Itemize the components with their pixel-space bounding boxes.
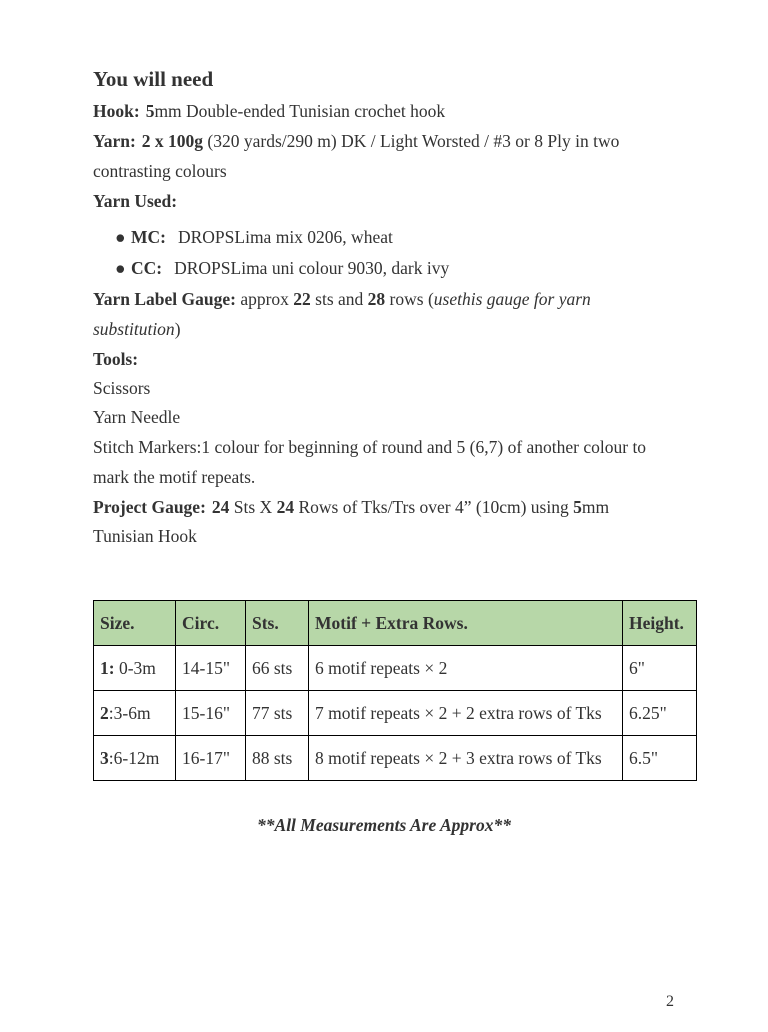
bullet-icon: ● [115, 227, 126, 247]
label-gauge-sts: 22 [293, 289, 311, 309]
tools-item: Yarn Needle [93, 407, 181, 427]
table-row [94, 736, 697, 781]
size-cell [94, 646, 176, 691]
page-number: 2 [666, 993, 674, 1010]
project-gauge-hook: 5 [573, 497, 582, 517]
label-gauge-note-1: usethis gauge for yarn [433, 289, 591, 309]
height-cell: 6.25" [623, 691, 697, 736]
label-gauge-rows: 28 [367, 289, 386, 309]
size-table [93, 600, 697, 781]
list-item [93, 253, 703, 284]
table-row [94, 646, 697, 691]
measurements-note: **All Measurements Are Approx** [257, 815, 511, 835]
hook-label: Hook: [93, 101, 140, 121]
table-row [94, 691, 697, 736]
label-gauge-close: ) [174, 319, 181, 339]
cc-text: DROPSLima uni colour 9030, dark ivy [174, 258, 450, 278]
tools-item: mark the motif repeats. [93, 467, 256, 487]
motif-cell: 6 motif repeats × 2 [309, 646, 623, 691]
size-number: 1: [100, 657, 115, 678]
yarn-text-1: (320 yards/290 m) DK / Light Worsted / #3 or 8 Ply in two [203, 131, 620, 151]
label-gauge-mid: sts and [310, 289, 368, 309]
tools-heading [93, 344, 703, 374]
size-cell [94, 691, 176, 736]
circ-cell: 15-16" [176, 691, 246, 736]
motif-cell: 7 motif repeats × 2 + 2 extra rows of Tks [309, 691, 623, 736]
yarn-label: Yarn: [93, 131, 136, 151]
size-age: 0-3m [114, 657, 156, 678]
yarn-used-heading [93, 186, 703, 216]
sts-cell: 77 sts [246, 691, 309, 736]
yarn-used-label: Yarn Used: [93, 191, 178, 211]
project-gauge-text-3: mm [581, 497, 610, 517]
yarn-amount: 2 x 100g [141, 131, 204, 151]
materials-section [93, 66, 703, 550]
label-gauge-post: rows ( [385, 289, 434, 309]
label-gauge-label: Yarn Label Gauge: [93, 289, 236, 309]
sts-cell: 88 sts [246, 736, 309, 781]
project-gauge-text-1: Sts X [229, 497, 277, 517]
column-header: Circ. [176, 601, 246, 646]
yarn-line-2 [93, 156, 703, 186]
motif-cell: 8 motif repeats × 2 + 3 extra rows of Tks [309, 736, 623, 781]
project-gauge-line [93, 492, 703, 522]
tools-item: Stitch Markers:1 colour for beginning of round and 5 (6,7) of another colour to [93, 437, 647, 457]
column-header: Motif + Extra Rows. [309, 601, 623, 646]
label-gauge-pre: approx [235, 289, 294, 309]
project-gauge-rows: 24 [276, 497, 295, 517]
column-header: Height. [623, 601, 697, 646]
size-age: :6-12m [108, 747, 160, 768]
project-gauge-sts: 24 [211, 497, 230, 517]
hook-text: mm Double-ended Tunisian crochet hook [154, 101, 446, 121]
circ-cell: 16-17" [176, 736, 246, 781]
bullet-icon: ● [115, 258, 126, 278]
circ-cell: 14-15" [176, 646, 246, 691]
hook-line [93, 96, 703, 126]
tools-label: Tools: [93, 349, 139, 369]
size-age: :3-6m [108, 702, 151, 723]
yarn-text-2: contrasting colours [93, 161, 227, 181]
size-number: 3 [100, 747, 109, 768]
tools-item: Scissors [93, 378, 151, 398]
project-gauge-text-2: Rows of Tks/Trs over 4” (10cm) using [294, 497, 574, 517]
mc-label: MC: [131, 227, 166, 247]
yarn-line [93, 126, 703, 156]
column-header: Size. [94, 601, 176, 646]
height-cell: 6" [623, 646, 697, 691]
label-gauge-line [93, 284, 703, 314]
section-heading: You will need [93, 67, 214, 91]
hook-size: 5 [145, 101, 155, 121]
project-gauge-label: Project Gauge: [93, 497, 206, 517]
cc-label: CC: [131, 258, 163, 278]
height-cell: 6.5" [623, 736, 697, 781]
table-header-row [94, 601, 697, 646]
column-header: Sts. [246, 601, 309, 646]
mc-text: DROPSLima mix 0206, wheat [177, 227, 393, 247]
list-item [93, 222, 703, 253]
size-cell [94, 736, 176, 781]
size-number: 2 [100, 702, 109, 723]
label-gauge-note-2: substitution [93, 319, 175, 339]
project-gauge-line-2: Tunisian Hook [93, 526, 197, 546]
sts-cell: 66 sts [246, 646, 309, 691]
yarn-used-list [93, 222, 703, 284]
label-gauge-line-2 [93, 314, 703, 344]
